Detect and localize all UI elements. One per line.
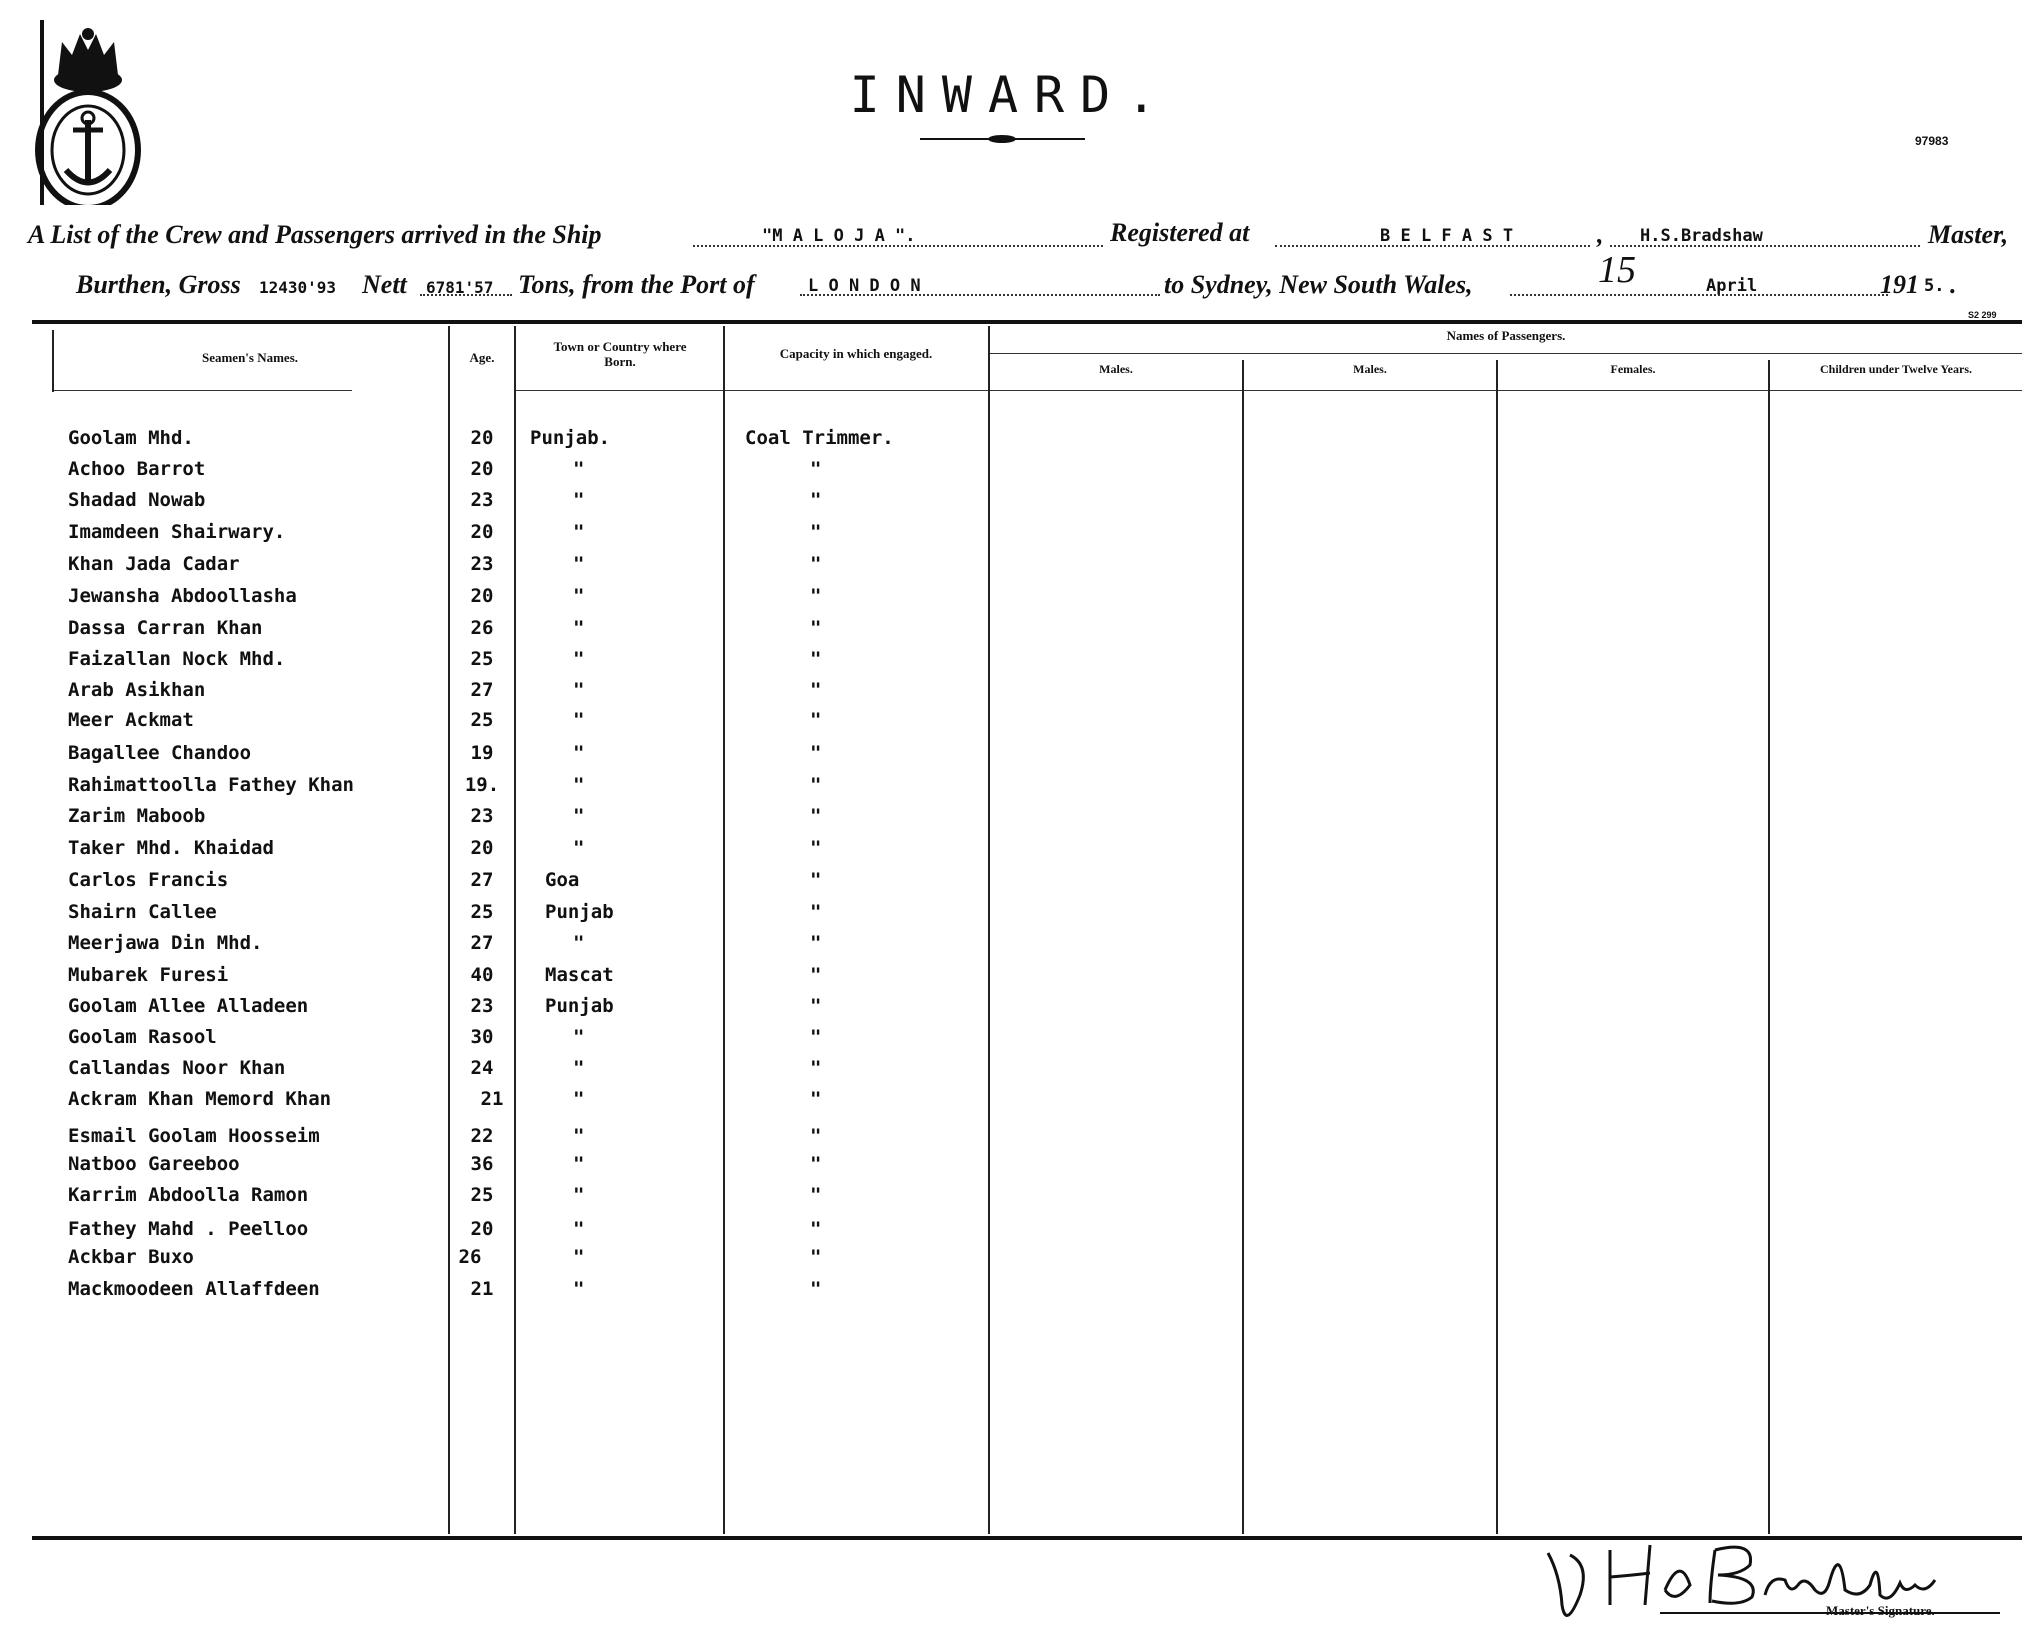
crew-name: Dassa Carran Khan xyxy=(68,617,263,639)
crew-row xyxy=(0,1153,2022,1183)
crew-capacity: " xyxy=(810,837,822,859)
tons-label: Tons, from the Port of xyxy=(518,270,755,299)
crew-row xyxy=(0,1246,2022,1276)
crew-row xyxy=(0,901,2022,931)
crew-name: Achoo Barrot xyxy=(68,458,206,480)
registered-port: B E L F A S T xyxy=(1380,226,1514,246)
crew-capacity: " xyxy=(810,742,822,764)
col-males-2: Males. xyxy=(1353,362,1387,376)
crew-row xyxy=(0,995,2022,1025)
crew-age: 22 xyxy=(470,1125,494,1147)
crew-capacity: " xyxy=(810,869,822,891)
year-prefix: 191 xyxy=(1880,270,1919,299)
crew-born: " xyxy=(573,585,585,607)
crew-age: 23 xyxy=(470,805,494,827)
crew-born: " xyxy=(573,1218,585,1240)
crew-name: Fathey Mahd . Peelloo xyxy=(68,1218,309,1240)
crew-age: 20 xyxy=(470,837,494,859)
crew-born: Punjab. xyxy=(530,427,611,449)
crew-born: " xyxy=(573,1125,585,1147)
crew-age: 25 xyxy=(470,1184,494,1206)
crew-row xyxy=(0,1026,2022,1056)
crew-age: 30 xyxy=(470,1026,494,1048)
crew-row xyxy=(0,1218,2022,1248)
crew-name: Meerjawa Din Mhd. xyxy=(68,932,263,954)
registered-label: Registered at xyxy=(1110,218,1250,247)
crew-born: Mascat xyxy=(545,964,614,986)
crew-age: 21 xyxy=(480,1088,504,1110)
crew-age: 27 xyxy=(470,932,494,954)
crew-row xyxy=(0,1184,2022,1214)
burthen-label: Burthen, Gross xyxy=(76,270,241,299)
crew-born: Punjab xyxy=(545,995,614,1017)
crew-row xyxy=(0,774,2022,804)
crew-age: 27 xyxy=(470,679,494,701)
master-name: H.S.Bradshaw xyxy=(1640,226,1763,246)
crew-born: " xyxy=(573,1026,585,1048)
crew-name: Mubarek Furesi xyxy=(68,964,229,986)
crew-born: " xyxy=(573,932,585,954)
crew-born: " xyxy=(573,742,585,764)
crew-age: 25 xyxy=(470,709,494,731)
crew-row xyxy=(0,521,2022,551)
crew-capacity: " xyxy=(810,1125,822,1147)
crew-name: Meer Ackmat xyxy=(68,709,194,731)
col-town-born: Town or Country where Born. xyxy=(553,339,687,369)
crew-row xyxy=(0,1125,2022,1155)
crew-name: Rahimattoolla Fathey Khan xyxy=(68,774,354,796)
crew-age: 20 xyxy=(470,427,494,449)
crew-born: " xyxy=(573,1057,585,1079)
crew-capacity: " xyxy=(810,1088,822,1110)
crew-row xyxy=(0,1057,2022,1087)
crew-age: 19 xyxy=(470,742,494,764)
crew-capacity: " xyxy=(810,805,822,827)
crew-name: Taker Mhd. Khaidad xyxy=(68,837,274,859)
crew-born: " xyxy=(573,553,585,575)
form-number: 97983 xyxy=(1915,134,1949,148)
year-suffix: 5. xyxy=(1924,276,1945,296)
crew-capacity: " xyxy=(810,1057,822,1079)
crew-capacity: " xyxy=(810,932,822,954)
crew-born: " xyxy=(573,1088,585,1110)
crew-row xyxy=(0,679,2022,709)
crew-capacity: " xyxy=(810,1246,822,1268)
master-signature xyxy=(1540,1535,2000,1635)
crew-capacity: " xyxy=(810,1026,822,1048)
col-males-1: Males. xyxy=(1099,362,1133,376)
corner-mark: S2 299 xyxy=(1968,310,1997,320)
header-line1-prefix: A List of the Crew and Passengers arrived in the Ship xyxy=(28,220,602,249)
header-period: . xyxy=(1950,270,1957,299)
crew-capacity: " xyxy=(810,489,822,511)
crew-name: Arab Asikhan xyxy=(68,679,206,701)
crew-capacity: " xyxy=(810,585,822,607)
crew-age: 23 xyxy=(470,553,494,575)
crew-born: " xyxy=(573,521,585,543)
crew-age: 36 xyxy=(470,1153,494,1175)
crew-age: 40 xyxy=(470,964,494,986)
crew-capacity: " xyxy=(810,521,822,543)
crew-row xyxy=(0,709,2022,739)
crew-born: " xyxy=(573,648,585,670)
crew-age: 23 xyxy=(470,995,494,1017)
crew-capacity: " xyxy=(810,553,822,575)
crew-born: " xyxy=(573,489,585,511)
crew-age: 21 xyxy=(470,1278,494,1300)
crew-name: Karrim Abdoolla Ramon xyxy=(68,1184,309,1206)
crew-age: 19. xyxy=(464,774,500,796)
crew-name: Goolam Rasool xyxy=(68,1026,217,1048)
crew-capacity: " xyxy=(810,617,822,639)
document-title: INWARD. xyxy=(849,66,1173,124)
crew-born: " xyxy=(573,1278,585,1300)
port-of-origin: L O N D O N xyxy=(808,276,921,296)
crew-capacity: " xyxy=(810,679,822,701)
crew-row xyxy=(0,837,2022,867)
col-females: Females. xyxy=(1610,362,1656,376)
crew-name: Jewansha Abdoollasha xyxy=(68,585,297,607)
signature-label: Master's Signature. xyxy=(1826,1603,1935,1618)
crew-age: 26 xyxy=(470,617,494,639)
destination-label: to Sydney, New South Wales, xyxy=(1164,270,1473,299)
crew-born: " xyxy=(573,805,585,827)
crew-capacity: Coal Trimmer. xyxy=(745,427,894,449)
crew-born: " xyxy=(573,1246,585,1268)
crew-born: " xyxy=(573,617,585,639)
crew-name: Callandas Noor Khan xyxy=(68,1057,286,1079)
crew-row xyxy=(0,617,2022,647)
crew-row xyxy=(0,489,2022,519)
col-children: Children under Twelve Years. xyxy=(1819,362,1972,376)
crew-row xyxy=(0,805,2022,835)
crew-name: Ackram Khan Memord Khan xyxy=(68,1088,332,1110)
crew-born: " xyxy=(573,837,585,859)
col-seamen-names: Seamen's Names. xyxy=(201,350,299,365)
crew-capacity: " xyxy=(810,964,822,986)
crew-name: Goolam Mhd. xyxy=(68,427,194,449)
crew-age: 20 xyxy=(470,585,494,607)
title-ornament xyxy=(920,134,1085,144)
crew-capacity: " xyxy=(810,1184,822,1206)
crew-name: Zarim Maboob xyxy=(68,805,206,827)
crew-capacity: " xyxy=(810,774,822,796)
crew-row xyxy=(0,869,2022,899)
gross-tons: 12430'93 xyxy=(259,278,337,297)
crew-age: 20 xyxy=(470,1218,494,1240)
crew-name: Faizallan Nock Mhd. xyxy=(68,648,286,670)
crew-row xyxy=(0,427,2022,457)
crew-name: Shairn Callee xyxy=(68,901,217,923)
col-passengers-group: Names of Passengers. xyxy=(1446,328,1566,343)
crew-name: Natboo Gareeboo xyxy=(68,1153,240,1175)
crew-capacity: " xyxy=(810,709,822,731)
crew-age: 25 xyxy=(470,901,494,923)
crew-born: " xyxy=(573,1153,585,1175)
crew-age: 23 xyxy=(470,489,494,511)
crew-capacity: " xyxy=(810,1153,822,1175)
crew-born: " xyxy=(573,774,585,796)
crew-name: Imamdeen Shairwary. xyxy=(68,521,286,543)
crew-age: 27 xyxy=(470,869,494,891)
ship-name: "M A L O J A ". xyxy=(762,226,916,246)
crew-age: 20 xyxy=(470,458,494,480)
crew-row xyxy=(0,648,2022,678)
crew-row xyxy=(0,585,2022,615)
crew-name: Mackmoodeen Allaffdeen xyxy=(68,1278,320,1300)
crew-born: " xyxy=(573,679,585,701)
crew-row xyxy=(0,964,2022,994)
master-label: Master, xyxy=(1928,220,2009,249)
arrival-day: 15 xyxy=(1598,249,1636,291)
col-age: Age. xyxy=(469,350,495,365)
crew-born: Goa xyxy=(545,869,580,891)
crew-capacity: " xyxy=(810,458,822,480)
crew-born: " xyxy=(573,709,585,731)
crew-name: Shadad Nowab xyxy=(68,489,206,511)
header-comma: , xyxy=(1597,220,1604,249)
table-top-rule xyxy=(32,320,2022,324)
nett-label: Nett xyxy=(362,270,407,299)
crew-row xyxy=(0,932,2022,962)
arrival-month: April xyxy=(1706,276,1758,296)
crew-born: " xyxy=(573,1184,585,1206)
crew-capacity: " xyxy=(810,995,822,1017)
nett-tons: 6781'57 xyxy=(426,278,494,297)
crew-name: Khan Jada Cadar xyxy=(68,553,240,575)
crew-born: " xyxy=(573,458,585,480)
crew-name: Goolam Allee Alladeen xyxy=(68,995,309,1017)
crew-age: 26 xyxy=(458,1246,482,1268)
col-capacity: Capacity in which engaged. xyxy=(779,346,933,361)
crew-row xyxy=(0,1088,2022,1118)
crew-name: Carlos Francis xyxy=(68,869,229,891)
crew-name: Ackbar Buxo xyxy=(68,1246,194,1268)
crew-age: 20 xyxy=(470,521,494,543)
crew-row xyxy=(0,553,2022,583)
crew-name: Esmail Goolam Hoosseim xyxy=(68,1125,320,1147)
crew-capacity: " xyxy=(810,901,822,923)
crew-capacity: " xyxy=(810,1278,822,1300)
crew-capacity: " xyxy=(810,1218,822,1240)
crew-age: 24 xyxy=(470,1057,494,1079)
crew-born: Punjab xyxy=(545,901,614,923)
crew-capacity: " xyxy=(810,648,822,670)
crew-name: Bagallee Chandoo xyxy=(68,742,252,764)
crew-row xyxy=(0,458,2022,488)
crew-row xyxy=(0,1278,2022,1308)
crew-row xyxy=(0,742,2022,772)
crew-age: 25 xyxy=(470,648,494,670)
